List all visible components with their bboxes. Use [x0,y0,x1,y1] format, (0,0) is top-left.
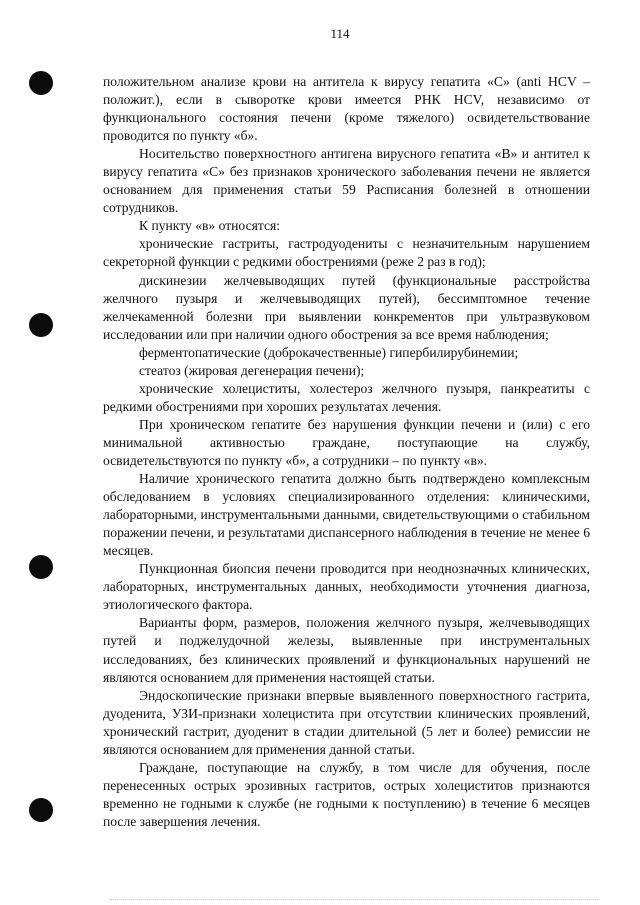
list-item: хронические гастриты, гастродуодениты с незначительным нарушением секреторной функции с редкими обострениями (реже 2 раз в год); [103,236,590,270]
paragraph: При хроническом гепатите без нарушения функции печени и (или) с его минимальной активностью граждане, поступающие на службу, освидетельствуются по пункту «б», а сотрудники – по пункту «в». [103,416,590,468]
paragraph: Носительство поверхностного антигена вирусного гепатита «В» и антител к вирусу гепатита «С» без признаков хронического заболевания печени не является основанием для применения статьи 59 Расписания болезней в отношении сотрудников. [103,146,590,216]
paragraph: Эндоскопические признаки впервые выявленного поверхностного гастрита, дуоденита, УЗИ-признаки холецистита при отсутствии клинических проявлений, хронический гастрит, дуоденит в стадии длительной (5 лет и более) ремиссии не являются основанием для применения данной статьи. [103,687,590,757]
scan-edge-divider [110,899,600,900]
punch-hole-3 [29,555,53,579]
punch-hole-1 [29,71,53,95]
punch-hole-4 [29,798,53,822]
paragraph: Варианты форм, размеров, положения желчного пузыря, желчевыводящих путей и поджелудочной железы, выявленные при инструментальных исследованиях, без клинических проявлений и функциональных нарушений не являются основанием для применения настоящей статьи. [103,615,590,685]
punch-hole-2 [29,313,53,337]
list-item: стеатоз (жировая дегенерация печени); [139,362,365,378]
list-item: хронические холециститы, холестероз желчного пузыря, панкреатиты с редкими обострениями при хороших результатах лечения. [103,380,590,414]
paragraph: положительном анализе крови на антитела к вирусу гепатита «С» (anti HCV – положит.), если в сыворотке крови имеется РНК HCV, независимо от функционального состояния печени (кроме тяжелого) освидетельствование проводится по пункту «б». [103,74,590,144]
paragraph: К пункту «в» относятся: [139,218,281,234]
paragraph: Пункционная биопсия печени проводится при неоднозначных клинических, лабораторных, инструментальных данных, необходимости уточнения диагноза, этиологического фактора. [103,561,590,613]
paragraph: Граждане, поступающие на службу, в том числе для обучения, после перенесенных острых эрозивных гастритов, острых холециститов признаются временно не годными к службе (не годными к поступлению) в течение 6 месяцев после завершения лечения. [103,759,590,829]
list-item: ферментопатические (доброкачественные) гипербилирубинемии; [139,344,519,360]
page-number: 114 [330,26,350,41]
body-text [103,73,590,831]
list-item: дискинезии желчевыводящих путей (функциональные расстройства желчного пузыря и желчевыводящих путей), бессимптомное течение желчекаменной болезни при выявлении конкрементов при ультразвуковом исследовании или при наличии одного обострения за все время наблюдения; [103,272,590,342]
paragraph: Наличие хронического гепатита должно быть подтверждено комплексным обследованием в условиях специализированного отделения: клиническими, лабораторными, инструментальными данными, свидетельствующими о стабильном поражении печени, и результатами диспансерного наблюдения в течение не менее 6 месяцев. [103,471,591,559]
